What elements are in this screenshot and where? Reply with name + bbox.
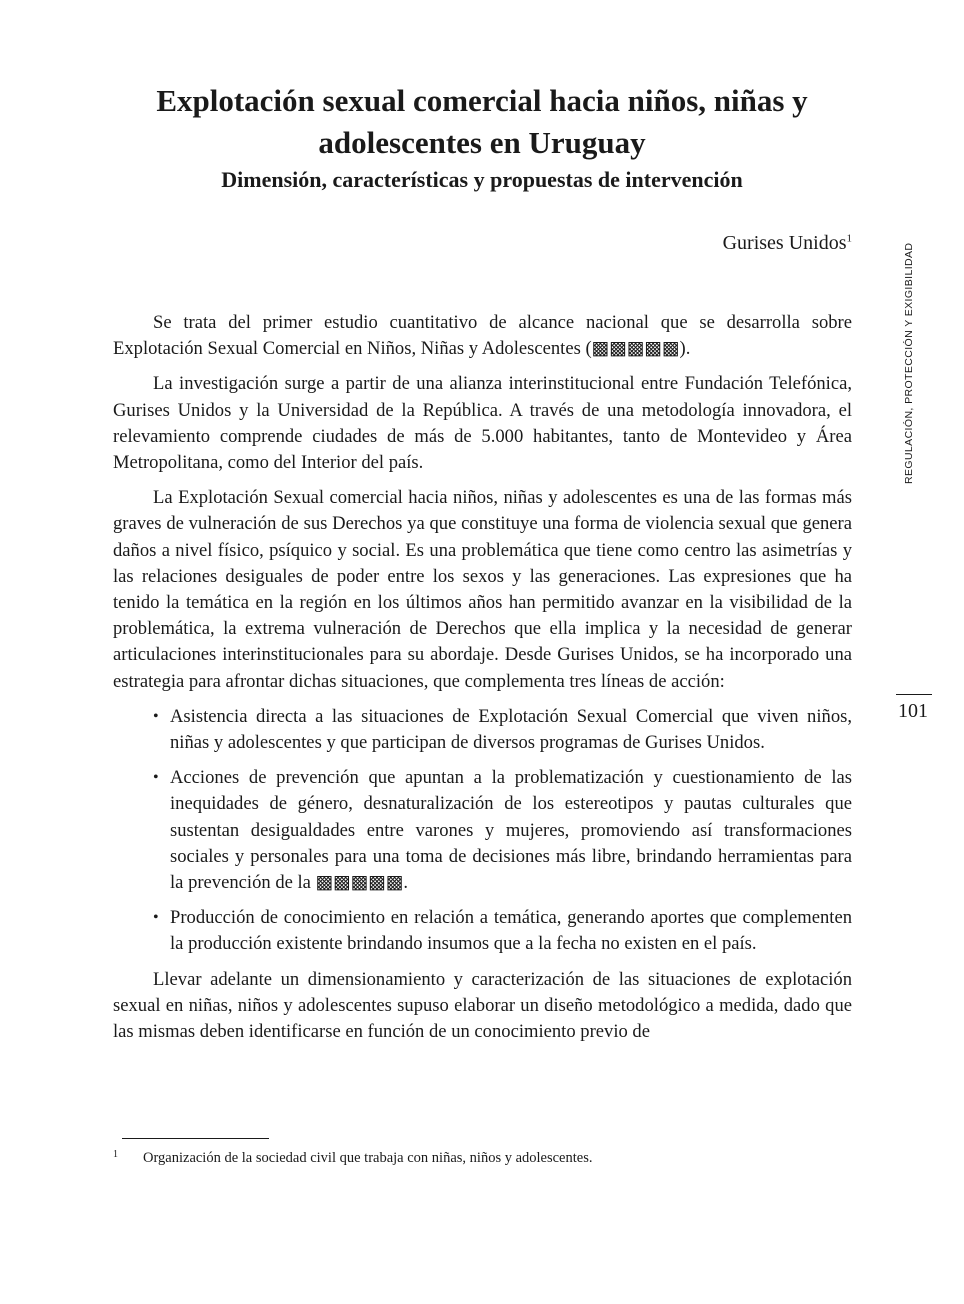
page-number-divider [896,694,932,695]
list-item [113,905,852,957]
author-line [112,229,852,257]
bullet-icon: • [153,707,159,725]
author-name: Gurises Unidos [722,232,847,254]
list-item-text: Producción de conocimiento en relación a temática, generando aportes que complementen la producción existente brindando insumos que a la fecha no existen en el país. [170,907,852,955]
title-line-2: adolescentes en Uruguay [318,125,646,160]
action-lines-list [113,704,852,958]
page-subtitle: Dimensión, características y propuestas de intervención [221,167,743,192]
paragraph-2: La investigación surge a partir de una alianza interinstitucional entre Fundación Telefónica, Gurises Unidos y la Universidad de la República. A través de una metodología innovadora, el relevamiento comprende ciudades de más de 5.000 habitantes, tanto de Montevideo y Área Metropolitana, como del Interior del país. [113,373,852,474]
bullet-icon: • [153,769,159,787]
paragraph-3: La Explotación Sexual comercial hacia niños, niñas y adolescentes es una de las formas más graves de vulneración de sus Derechos ya que constituye una forma de violencia sexual que genera daños a nivel físico, psíquico y social. Es una problemática que tiene como centro las asimetrías y las relaciones desiguales de poder entre los sexos y las generaciones. Las expresiones que ha tenido la temática en la región en los últimos años han permitido avanzar en la visibilidad de la problemática, la extrema vulneración de Derechos que ella implica y la necesidad de generar articulaciones interinstitucionales para su abordaje. Desde Gurises Unidos, se ha incorporado una estrategia para afrontar dichas situaciones, que complementa tres líneas de acción: [113,487,852,692]
paragraph-4: Llevar adelante un dimensionamiento y caracterización de las situaciones de explotación sexual en niñas, niños y adolescentes supuso elaborar un diseño metodológico a medida, dado que las mismas deben identificarse en función de un conocimiento previo de [113,968,852,1043]
paragraph-1: Se trata del primer estudio cuantitativo de alcance nacional que se desarrolla sobre Explotación Sexual Comercial en Niños, Niñas y Adolescentes (▩▩▩▩▩). [113,312,852,360]
body-text [113,310,852,1054]
author-footnote-mark: 1 [846,232,852,245]
page-title [112,80,852,164]
footnote-text: Organización de la sociedad civil que trabaja con niñas, niños y adolescentes. [143,1150,593,1166]
footnote-number: 1 [113,1149,118,1160]
list-item [113,765,852,896]
title-line-1: Explotación sexual comercial hacia niños, niñas y [156,83,808,118]
list-item-text: Acciones de prevención que apuntan a la problematización y cuestionamiento de las inequidades de género, desnaturalización de los estereotipos y pautas culturales que sustentan desigualdades entre varones y mujeres, promoviendo así transformaciones sociales y personales para una toma de decisiones más libre, brindando herramientas para la prevención de la ▩▩▩▩▩. [170,767,852,894]
page-number: 101 [898,700,928,722]
list-item-text: Asistencia directa a las situaciones de Explotación Sexual Comercial que viven niños, niñas y adolescentes y que participan de diversos programas de Gurises Unidos. [170,705,852,754]
footnote-divider [122,1138,269,1139]
bullet-icon: • [153,909,159,927]
section-side-label: REGULACIÓN, PROTECCIÓN Y EXIGIBILIDAD [903,242,915,484]
list-item [113,704,852,756]
